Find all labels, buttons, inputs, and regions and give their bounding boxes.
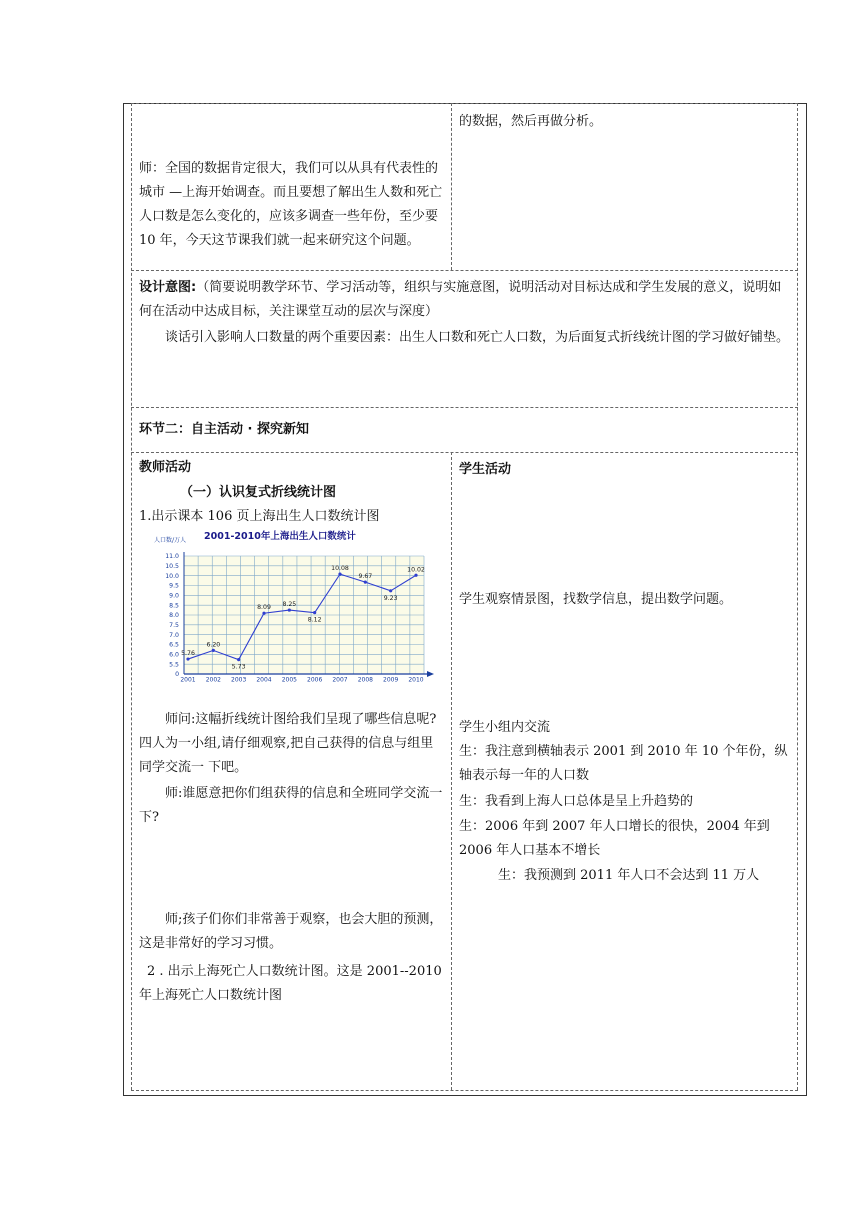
y-tick-label: 5.5 [169, 661, 179, 669]
chart-y-tick-labels [165, 553, 179, 678]
data-label: 10.02 [407, 566, 425, 574]
student-observe: 学生观察情景图，找数学信息，提出数学问题。 [459, 592, 733, 607]
x-tick-label: 2007 [332, 676, 348, 682]
data-label: 5.73 [231, 663, 246, 671]
row-divider-2 [131, 407, 798, 408]
data-point [262, 612, 265, 615]
data-label: 8.12 [307, 616, 322, 624]
column-divider-main [451, 452, 452, 1090]
design-intent-label: 设计意图: [139, 280, 197, 295]
data-point [237, 658, 240, 661]
x-tick-label: 2004 [256, 676, 272, 682]
chart-title: 2001-2010年上海出生人口数统计 [204, 531, 356, 542]
x-tick-label: 2005 [281, 676, 297, 682]
y-tick-label: 9.5 [169, 582, 179, 590]
column-divider-top [451, 103, 452, 270]
data-label: 9.67 [358, 573, 373, 581]
x-tick-label: 2002 [205, 676, 221, 682]
data-label: 9.23 [383, 594, 398, 602]
data-point [414, 574, 417, 577]
x-tick-label: 2006 [307, 676, 323, 682]
x-tick-label: 2003 [231, 676, 247, 682]
design-intent-text: 谈话引入影响人口数量的两个重要因素：出生人口数和死亡人口数，为后面复式折线统计图的学习做好铺垫。 [165, 330, 790, 345]
data-point [313, 611, 316, 614]
student-answer-2: 生：我看到上海人口总体是呈上升趋势的 [459, 794, 694, 809]
design-intent-block [139, 276, 791, 324]
data-point [338, 572, 341, 575]
y-tick-label: 8.0 [169, 612, 179, 620]
birth-line-chart [144, 528, 434, 682]
chart-x-tick-labels [180, 677, 423, 683]
y-tick-label: 8.5 [169, 602, 179, 610]
teacher-item-1: 1.出示课本 106 页上海出生人口数统计图 [139, 509, 380, 524]
x-tick-label: 2001 [180, 676, 196, 682]
data-label: 6.20 [206, 641, 221, 649]
teacher-question-1: 师问:这幅折线统计图给我们呈现了哪些信息呢?四人为一小组,请仔细观察,把自己获得的信息与组里同学交流一 下吧。 [139, 712, 437, 775]
teacher-subtitle: （一）认识复式折线统计图 [180, 485, 337, 500]
data-point [212, 649, 215, 652]
x-tick-label: 2008 [357, 676, 373, 682]
student-answer-3: 生：2006 年到 2007 年人口增长的很快，2004 年到 2006 年人口基本不增长 [459, 819, 770, 858]
data-label: 5.76 [181, 650, 195, 658]
section-title: 环节二：自主活动 · 探究新知 [139, 422, 309, 437]
table-right-border [797, 103, 798, 1090]
y-tick-label: 6.5 [169, 641, 179, 649]
row-divider-3 [131, 452, 798, 453]
data-point [186, 657, 189, 660]
student-answer-1: 生：我注意到横轴表示 2001 到 2010 年 10 个年份，纵轴表示每一年的人口数 [459, 744, 788, 783]
y-tick-label: 6.0 [169, 651, 179, 659]
y-tick-label: 7.5 [169, 622, 179, 630]
teacher-praise: 师;孩子们你们非常善于观察，也会大胆的预测，这是非常好的学习习惯。 [139, 912, 443, 951]
chart-ylabel: 人口数/万人 [154, 537, 187, 544]
data-label: 8.25 [282, 601, 297, 609]
y-tick-label: 0 [175, 671, 179, 679]
y-tick-label: 11.0 [165, 553, 179, 561]
y-tick-label: 10.5 [165, 563, 179, 571]
y-tick-label: 7.0 [169, 631, 179, 639]
data-point [364, 581, 367, 584]
row-divider-1 [131, 270, 798, 271]
x-tick-label: 2010 [408, 676, 424, 682]
data-point [389, 589, 392, 592]
y-tick-label: 9.0 [169, 592, 179, 600]
top-right-text: 的数据，然后再做分析。 [459, 114, 603, 129]
x-axis-arrow [427, 671, 434, 677]
top-left-text: 师：全国的数据肯定很大，我们可以从具有代表性的城市 —上海开始调查。而且要想了解出生人数和死亡人口数是怎么变化的，应该多调查一些年份，至少要 10 年，今天这节课我们就一起来研究这个问题。 [139, 161, 443, 248]
teacher-header: 教师活动 [139, 460, 192, 475]
student-header: 学生活动 [459, 462, 512, 477]
design-intent-prompt: （简要说明教学环节、学习活动等，组织与实施意图，说明活动对目标达成和学生发展的意义，说明如何在活动中达成目标，关注课堂互动的层次与深度） [139, 280, 782, 319]
data-point [288, 608, 291, 611]
y-tick-label: 10.0 [165, 572, 179, 580]
data-label: 10.08 [331, 565, 349, 573]
table-bottom-border [131, 1090, 798, 1091]
teacher-item-2: 2 . 出示上海死亡人口数统计图。这是 2001--2010 年上海死亡人口数统计图 [139, 964, 442, 1003]
student-group-exchange: 学生小组内交流 [459, 720, 551, 735]
student-answer-4: 生：我预测到 2011 年人口不会达到 11 万人 [498, 868, 760, 883]
x-tick-label: 2009 [383, 676, 399, 682]
teacher-question-2: 师:谁愿意把你们组获得的信息和全班同学交流一下? [139, 786, 443, 825]
data-label: 8.09 [257, 604, 271, 612]
table-top-border [131, 103, 798, 104]
table-left-border [131, 103, 132, 1090]
